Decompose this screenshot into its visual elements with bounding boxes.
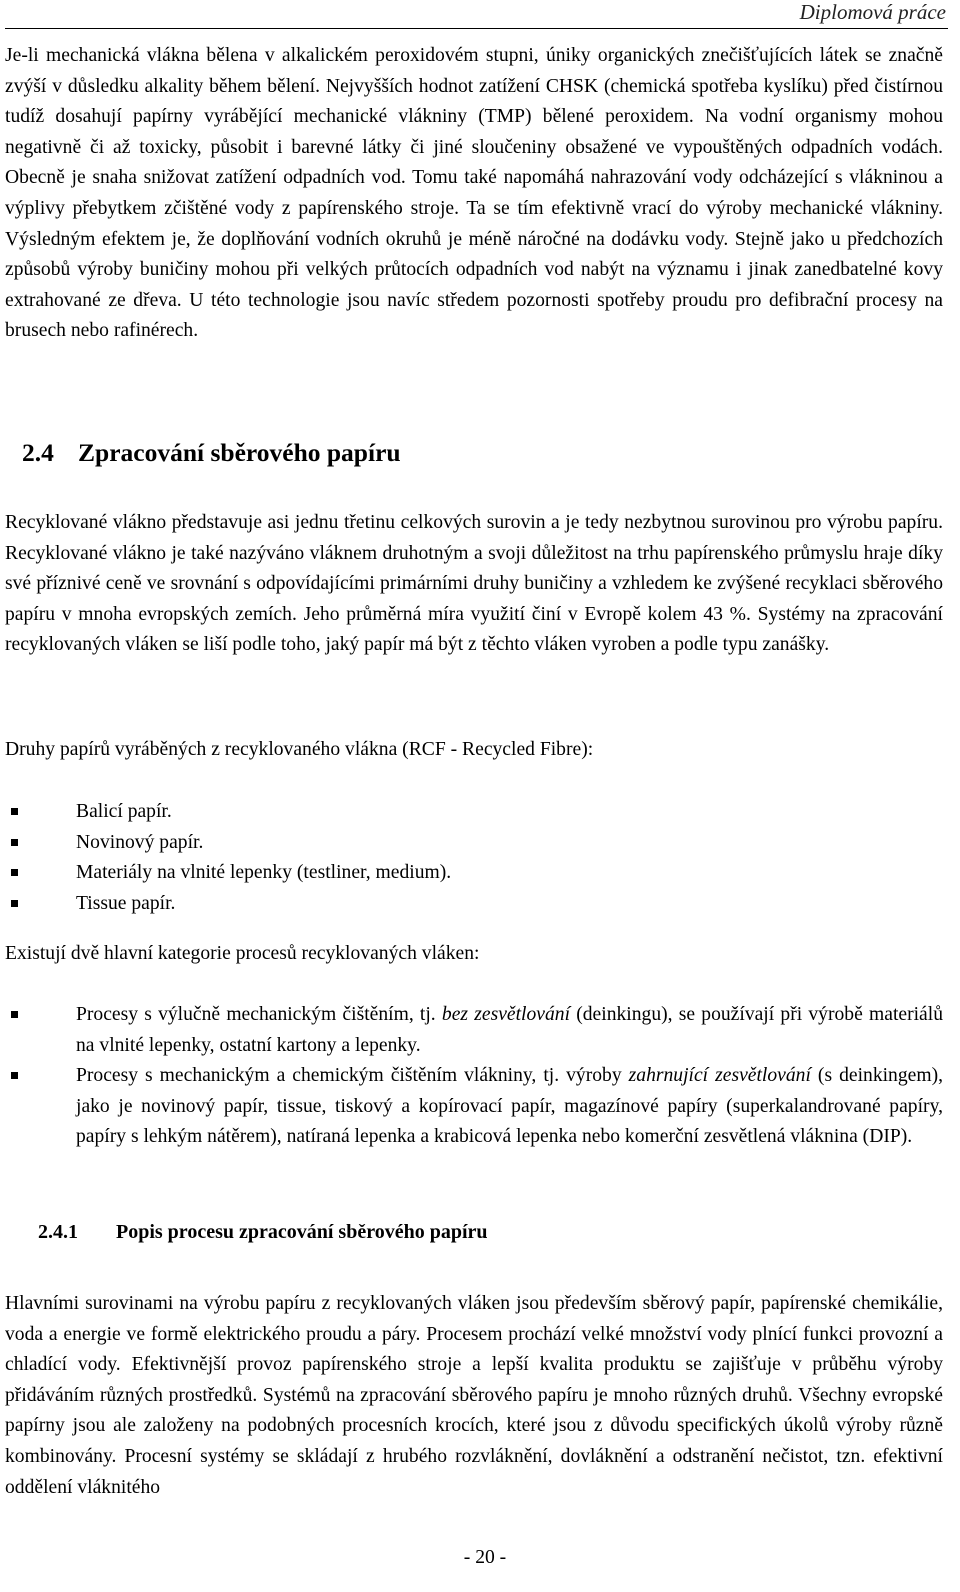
emphasis-text: bez zesvětlování: [441, 1004, 571, 1025]
paragraph-paper-types-intro: [5, 735, 943, 766]
list-item-text: Materiály na vlnité lepenky (testliner, medium).: [76, 862, 452, 884]
square-bullet-icon: [11, 1011, 18, 1018]
paragraph-recycled-fibre: [5, 508, 943, 661]
section-number: 2.4: [22, 438, 54, 467]
list-item: [5, 797, 943, 828]
square-bullet-icon: [11, 1072, 18, 1079]
paragraph-text: Existují dvě hlavní kategorie procesů recyklovaných vláken:: [5, 943, 480, 964]
paragraph-text: Druhy papírů vyráběných z recyklovaného vlákna (RCF - Recycled Fibre):: [5, 739, 594, 760]
page-number: - 20 -: [463, 1547, 507, 1568]
list-item-text: Procesy s výlučně mechanickým čištěním, tj.: [76, 1004, 442, 1025]
list-item-text: Tissue papír.: [76, 892, 176, 914]
section-heading-2-4-1: [38, 1221, 488, 1244]
paragraph-text: Je-li mechanická vlákna bělena v alkalickém peroxidovém stupni, úniky organických znečišťujících látek se značně zvýší v důsledku alkality během bělení. Nejvyšších hodnot zatížení CHSK (chemická spotřeba kyslíku) před čistírnou tudíž dosahují papírny vyrábějící mechanické vlákniny (TMP) bělené peroxidem. Na vodní organismy mohou negativně či až toxicky, působit i barevné látky či jiné sloučeniny obsažené ve vypouštěných odpadních vodách. Obecně je snaha snižovat zatížení odpadních vod. Tomu také napomáhá nahrazování vody odcházející s vlákninou a výplivy přebytkem zčištěné vody z papírenského stroje. Ta se tím efektivně vrací do výroby mechanické vlákniny. Výsledným efektem je, že doplňování vodních okruhů je méně náročné na dodávku vody. Stejně jako u předchozích způsobů výroby buničiny mohou při velkých průtocích odpadních vod nabýt na významu i jinak zanedbatelné kovy extrahované ze dřeva. U této technologie jsou navíc středem pozornosti spotřeby proudu pro defibrační procesy na brusech nebo rafinérech.: [5, 45, 943, 342]
paragraph-text: Recyklované vlákno představuje asi jednu třetinu celkových surovin a je tedy nezbytnou surovinou pro výrobu papíru. Recyklované vlákno je také nazýváno vláknem druhotným a svoji důležitost na trhu papírenského průmyslu hraje díky své příznivé ceně ve srovnání s odpovídajícími primárními druhy buničiny a vzhledem ke zvýšené recyklaci sběrového papíru v mnoha evropských zemích. Jeho průměrná míra využití činí v Evropě kolem 43 %. Systémy na zpracování recyklovaných vláken se liší podle toho, jaký papír má být z těchto vláken vyroben a podle typu zanášky.: [5, 512, 943, 656]
paper-types-list: [5, 797, 943, 919]
running-header: Diplomová práce: [799, 0, 946, 24]
header-rule: [5, 28, 948, 29]
list-item: [5, 1000, 943, 1061]
list-item-text: (s deinkingem), jako je novinový papír, tissue, tiskový a kopírovací papír, magazínové papíry (superkalandrované papíry, papíry s lehkým nátěrem), natíraná lepenka a krabicová lepenka nebo komerční zesvětlená vláknina (DIP).: [76, 1065, 944, 1148]
section-number: 2.4.1: [38, 1221, 78, 1243]
square-bullet-icon: [11, 839, 18, 846]
list-item: [5, 858, 943, 889]
list-item-text: Procesy s mechanickým a chemickým čištěním vlákniny, tj. výroby: [76, 1065, 629, 1087]
list-item: [5, 828, 943, 859]
paragraph-text: Hlavními surovinami na výrobu papíru z recyklovaných vláken jsou především sběrový papír, papírenské chemikálie, voda a energie ve formě elektrického proudu a páry. Procesem prochází velké množství vody plnící funkci provozní a chladící vody. Efektivnější provoz papírenského stroje a lepší kvalita produktu se zajišťuje v průběhu výroby přidáváním různých prostředků. Systémů na zpracování sběrového papíru je mnoho různých druhů. Všechny evropské papírny jsou ale založeny na podobných procesních krocích, které jsou z důvodu specifických úkolů výroby různě kombinovány. Procesní systémy se skládají z hrubého rozvláknění, dovláknění a odstranění nečistot, tzn. efektivní oddělení vláknitého: [5, 1293, 943, 1498]
process-categories-list: [5, 1000, 943, 1153]
emphasis-text: zahrnující zesvětlování: [628, 1065, 811, 1087]
square-bullet-icon: [11, 869, 18, 876]
page-footer: [0, 1547, 960, 1569]
list-item: [5, 1061, 943, 1153]
section-title: Popis procesu zpracování sběrového papíru: [116, 1221, 488, 1243]
square-bullet-icon: [11, 808, 18, 815]
section-title: Zpracování sběrového papíru: [78, 438, 401, 467]
list-item-text: (deinkingu), se používají při výrobě materiálů na vlnité lepenky, ostatní kartony a lepenky.: [76, 1004, 943, 1056]
paragraph-process-description: [5, 1289, 943, 1503]
square-bullet-icon: [11, 900, 18, 907]
list-item-text: Novinový papír.: [76, 831, 204, 853]
list-item: [5, 889, 943, 920]
paragraph-process-categories-intro: [5, 939, 943, 970]
paragraph-wastewater: [5, 41, 943, 347]
list-item-text: Balicí papír.: [76, 801, 172, 822]
section-heading-2-4: [22, 438, 401, 468]
